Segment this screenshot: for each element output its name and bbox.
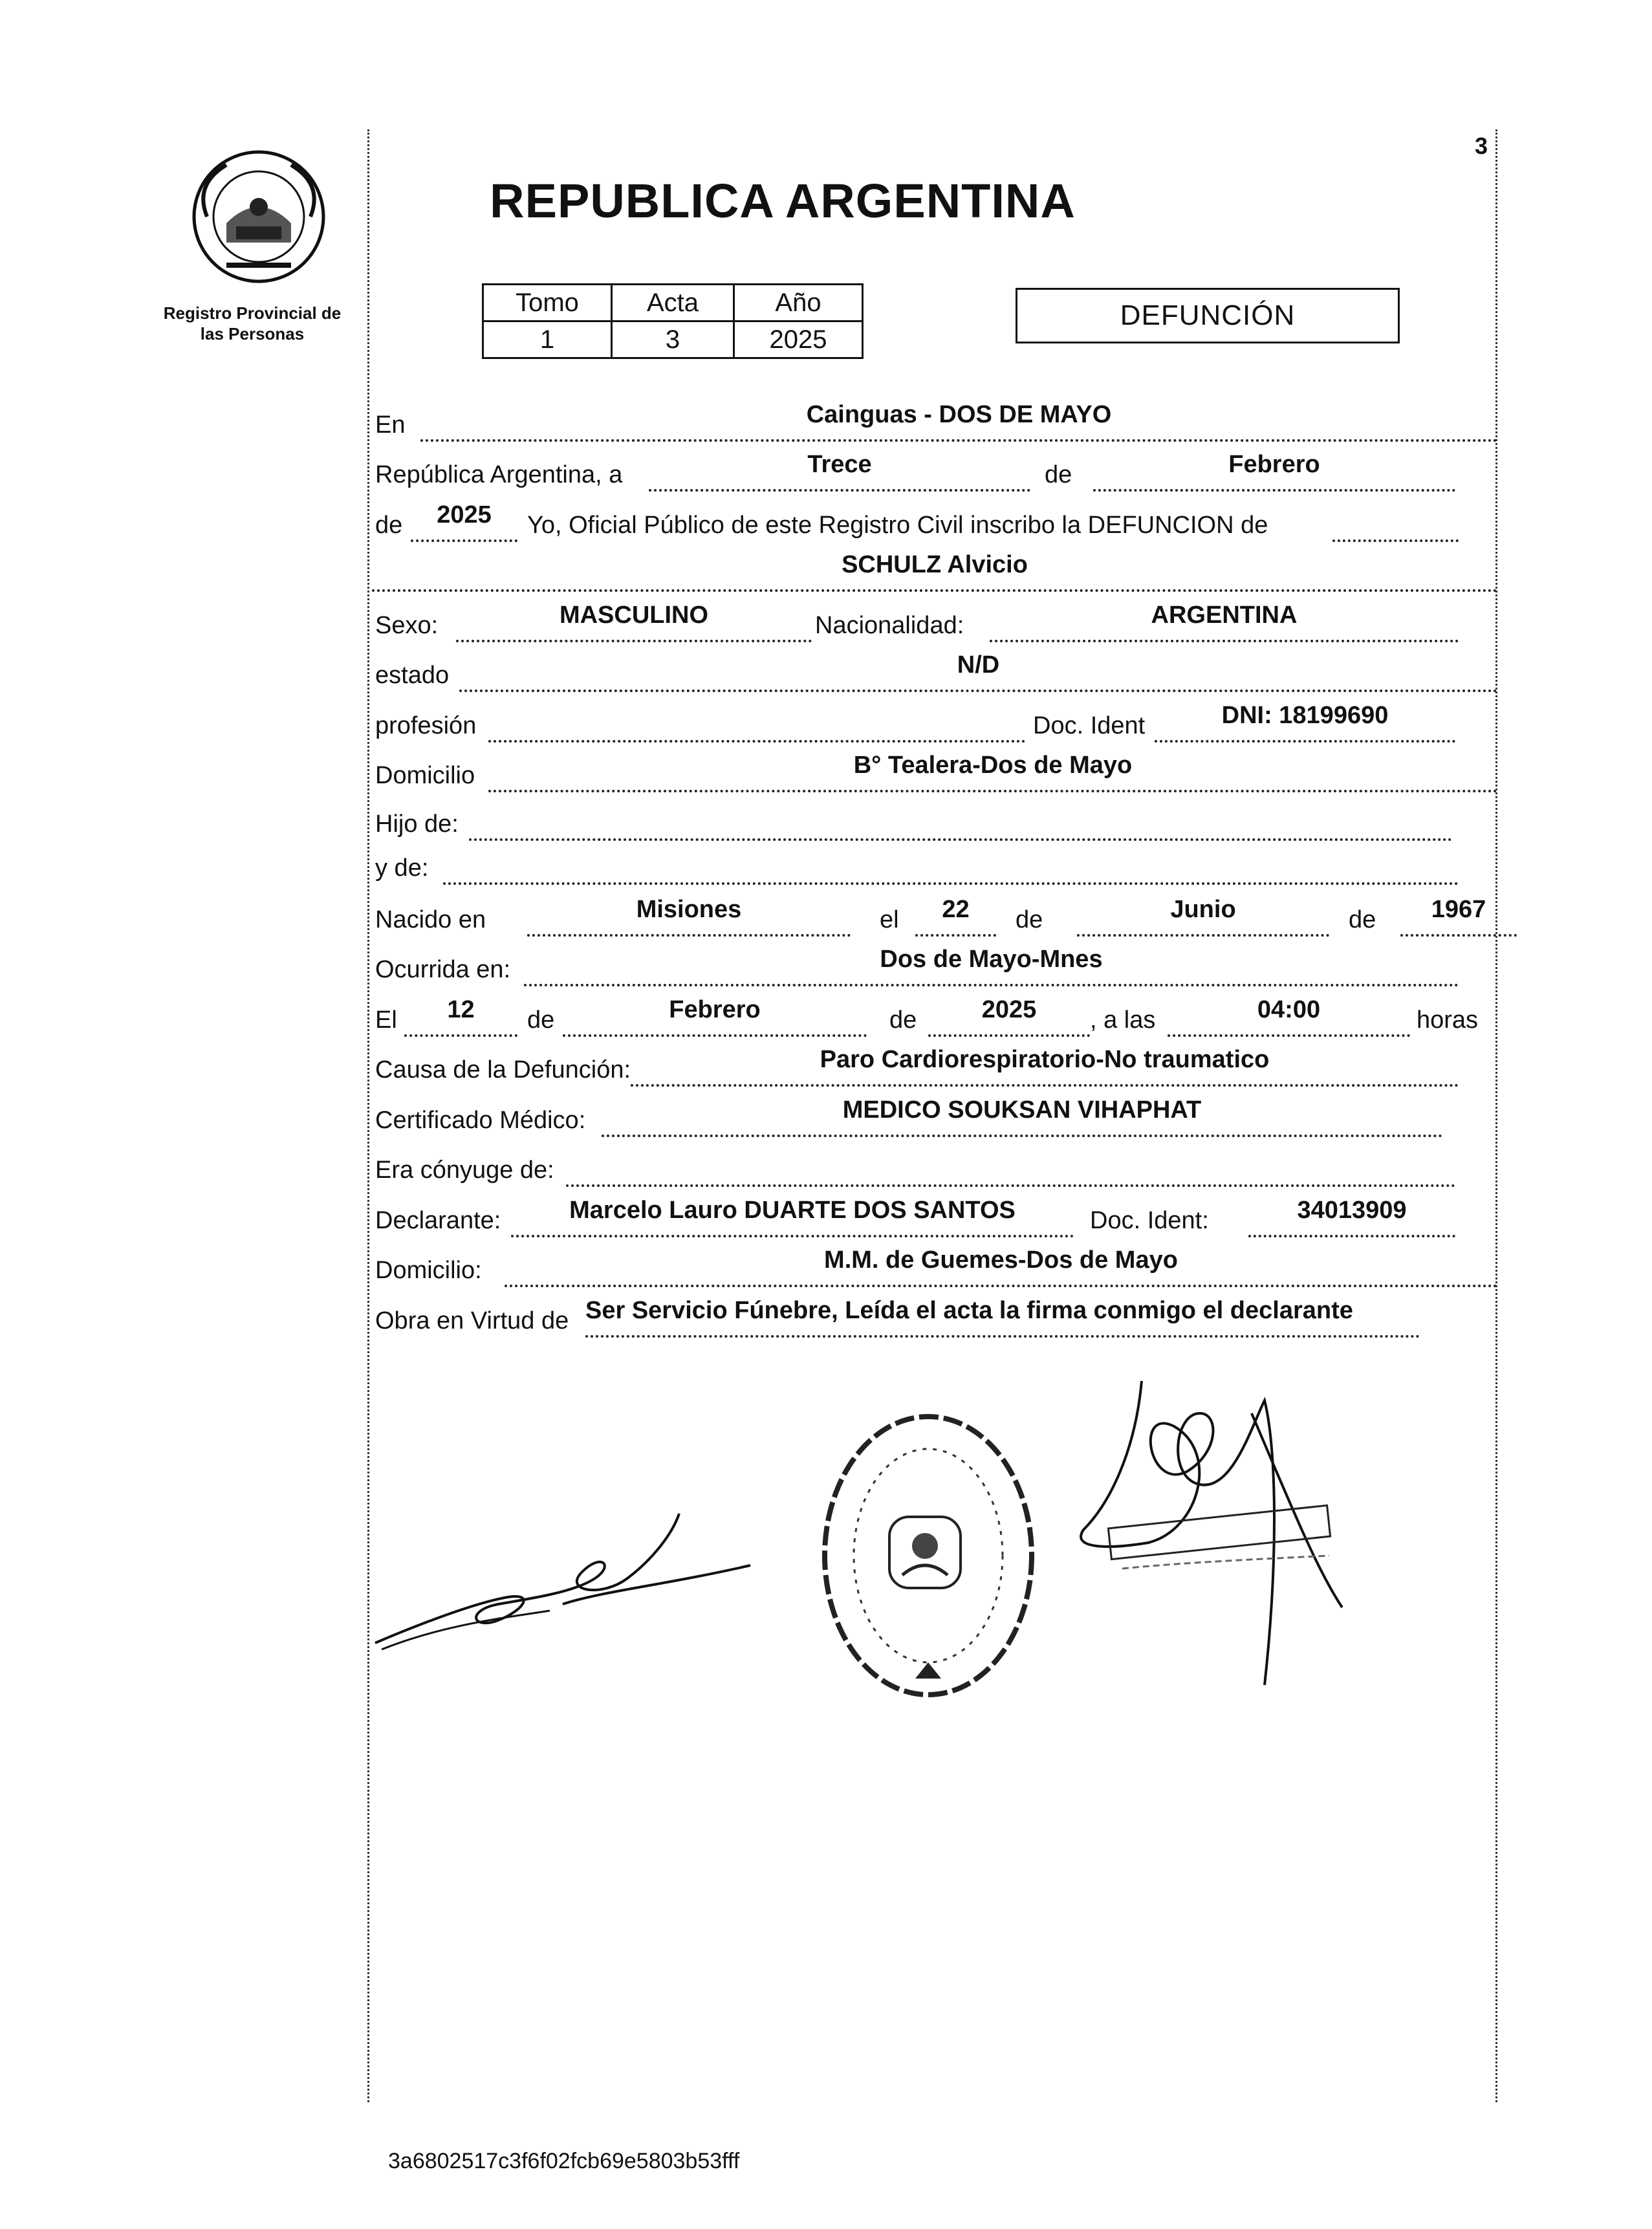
horas-label: horas <box>1417 1006 1479 1034</box>
row-hijo <box>372 803 1497 841</box>
doc-field: DNI: 18199690 <box>1155 704 1455 743</box>
doc2-label: Doc. Ident: <box>1090 1207 1209 1234</box>
profesion-field <box>488 704 1025 743</box>
row-profesion <box>372 702 1497 743</box>
death-year-field: 2025 <box>928 998 1090 1037</box>
estado-label: estado <box>375 662 450 689</box>
province-emblem-icon <box>188 146 330 288</box>
nacido-month-field: Junio <box>1077 898 1329 937</box>
officer-signature-icon <box>1071 1375 1407 1698</box>
row-declarante <box>372 1197 1497 1237</box>
nacido-place-field: Misiones <box>527 898 851 937</box>
row-causa <box>372 1046 1497 1087</box>
row-domicilio <box>372 752 1497 792</box>
acta-value: 3 <box>612 321 734 358</box>
causa-field: Paro Cardiorespiratorio-No traumatico <box>631 1048 1459 1087</box>
record-table <box>482 283 864 359</box>
doc2-field: 34013909 <box>1248 1199 1455 1237</box>
record-type-box: DEFUNCIÓN <box>1016 288 1400 343</box>
alas-label: , a las <box>1090 1006 1156 1034</box>
el-label: el <box>880 906 899 933</box>
row-inscribe <box>372 501 1497 542</box>
declarant-signature-icon <box>369 1494 770 1662</box>
row-name <box>372 551 1497 592</box>
ocurrida-label: Ocurrida en: <box>375 956 511 983</box>
month-field: Febrero <box>1093 453 1455 492</box>
hijo-field <box>469 802 1452 841</box>
row-ocurrida <box>372 946 1497 986</box>
causa-label: Causa de la Defunción: <box>375 1056 631 1083</box>
certificado-field: MEDICO SOUKSAN VIHAPHAT <box>602 1098 1442 1137</box>
conyuge-field <box>566 1148 1455 1187</box>
en-field: Cainguas - DOS DE MAYO <box>420 403 1497 442</box>
domicilio2-field: M.M. de Guemes-Dos de Mayo <box>505 1248 1497 1287</box>
declarante-label: Declarante: <box>375 1207 501 1234</box>
en-label: En <box>375 411 406 439</box>
conyuge-label: Era cónyuge de: <box>375 1157 554 1184</box>
nacido-day-field: 22 <box>915 898 996 937</box>
row-sexo <box>372 602 1497 642</box>
left-margin-line <box>367 129 369 2102</box>
estado-field: N/D <box>459 653 1497 692</box>
document-hash: 3a6802517c3f6f02fcb69e5803b53fff <box>388 2149 740 2173</box>
tomo-value: 1 <box>483 321 612 358</box>
de-label-3: de <box>1016 906 1043 933</box>
yde-label: y de: <box>375 854 429 882</box>
certificado-label: Certificado Médico: <box>375 1107 586 1134</box>
rep-label: República Argentina, a <box>375 461 623 488</box>
de-label-4: de <box>1349 906 1376 933</box>
row-domicilio-2 <box>372 1246 1497 1287</box>
yde-field <box>443 846 1459 885</box>
official-round-seal-icon <box>812 1407 1045 1704</box>
sexo-field: MASCULINO <box>456 603 812 642</box>
row-obra <box>372 1297 1497 1338</box>
domicilio2-label: Domicilio: <box>375 1257 482 1284</box>
death-day-field: 12 <box>404 998 517 1037</box>
acta-header: Acta <box>612 285 734 321</box>
row-conyuge <box>372 1149 1497 1187</box>
page-number: 3 <box>1475 133 1488 159</box>
declarante-field: Marcelo Lauro DUARTE DOS SANTOS <box>511 1199 1074 1237</box>
name-field: SCHULZ Alvicio <box>372 553 1497 592</box>
el-label-2: El <box>375 1006 397 1034</box>
anio-header: Año <box>734 285 863 321</box>
hijo-label: Hijo de: <box>375 810 459 838</box>
page-title: REPUBLICA ARGENTINA <box>490 174 1076 228</box>
de-label-5: de <box>527 1006 555 1034</box>
ocurrida-field: Dos de Mayo-Mnes <box>524 948 1459 986</box>
nacionalidad-label: Nacionalidad: <box>815 612 964 639</box>
nacionalidad-field: ARGENTINA <box>990 603 1459 642</box>
row-estado <box>372 651 1497 692</box>
row-defuncion-fecha <box>372 996 1497 1037</box>
doc-label: Doc. Ident <box>1033 712 1146 739</box>
nacido-label: Nacido en <box>375 906 486 933</box>
profesion-label: profesión <box>375 712 477 739</box>
sexo-label: Sexo: <box>375 612 439 639</box>
obra-label: Obra en Virtud de <box>375 1307 569 1334</box>
de-label: de <box>1045 461 1072 488</box>
obra-field: Ser Servicio Fúnebre, Leída el acta la firma conmigo el declarante <box>585 1299 1420 1338</box>
nacido-year-field: 1967 <box>1400 898 1517 937</box>
registry-name: Registro Provincial de las Personas <box>163 303 342 343</box>
row-en <box>372 401 1497 442</box>
row-fecha <box>372 451 1497 492</box>
row-certificado <box>372 1096 1497 1137</box>
inscribe-blank <box>1332 503 1459 542</box>
de-label-2: de <box>375 512 403 539</box>
anio-value: 2025 <box>734 321 863 358</box>
day-field: Trece <box>649 453 1030 492</box>
row-yde <box>372 847 1497 885</box>
tomo-header: Tomo <box>483 285 612 321</box>
death-time-field: 04:00 <box>1168 998 1410 1037</box>
inscribe-text: Yo, Oficial Público de este Registro Civil inscribo la DEFUNCION de <box>527 512 1268 539</box>
death-month-field: Febrero <box>563 998 867 1037</box>
row-nacido <box>372 896 1497 937</box>
domicilio-field: B° Tealera-Dos de Mayo <box>488 754 1497 792</box>
year-field: 2025 <box>411 503 517 542</box>
domicilio-label: Domicilio <box>375 762 475 789</box>
de-label-6: de <box>889 1006 917 1034</box>
